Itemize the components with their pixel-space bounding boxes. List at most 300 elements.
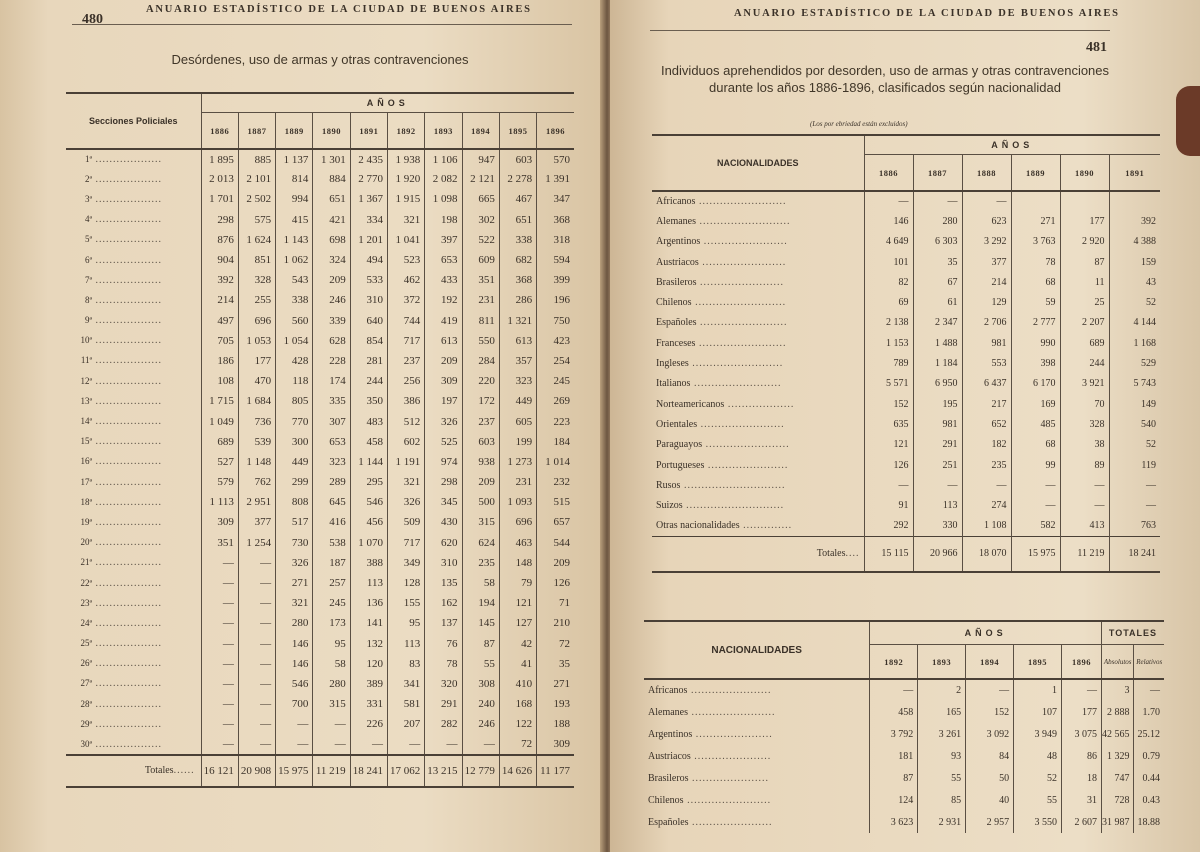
table-cell: 377: [238, 512, 275, 532]
table-cell: 594: [537, 250, 574, 270]
table-cell: 570: [537, 149, 574, 169]
nationality-label: [652, 272, 864, 292]
leader-dots: ...................: [92, 436, 162, 448]
table-cell: 717: [387, 533, 424, 553]
total-cell: 13 215: [425, 755, 462, 787]
section-label-text: 2ª: [85, 173, 92, 184]
table-cell: 5 571: [864, 374, 913, 394]
table-cell: 462: [387, 270, 424, 290]
table-cell: 1 915: [387, 189, 424, 209]
nationality-label-text: Italianos: [656, 378, 691, 390]
section-label-text: 21ª: [80, 557, 92, 568]
table-cell: 416: [313, 512, 350, 532]
table-cell: 136: [350, 593, 387, 613]
table-row: [652, 232, 1160, 252]
table-cell: 458: [870, 701, 918, 723]
table-row: [66, 250, 574, 270]
table-cell: 177: [1062, 701, 1102, 723]
table-cell: 689: [1060, 333, 1109, 353]
table-cell: 159: [1109, 252, 1160, 272]
table-row: [652, 455, 1160, 475]
right-table-2-year-header: 1894: [966, 645, 1014, 679]
table-cell: 884: [313, 169, 350, 189]
nationality-label-text: Suizos: [656, 500, 683, 512]
table-cell: 2 013: [201, 169, 238, 189]
table-cell: 271: [537, 674, 574, 694]
nationality-label-text: Argentinos: [648, 728, 693, 740]
table-cell: 52: [1109, 292, 1160, 312]
table-cell: 1 143: [276, 230, 313, 250]
table-cell: 127: [499, 613, 536, 633]
table-cell: 603: [499, 149, 536, 169]
table-cell: 292: [864, 516, 913, 536]
table-row: [644, 723, 1164, 745]
table-cell: 1 184: [913, 353, 962, 373]
absolute-cell: 42 565: [1101, 723, 1134, 745]
absolute-cell: 2 888: [1101, 701, 1134, 723]
nationality-label-text: Brasileros: [656, 276, 697, 288]
table-cell: 35: [537, 654, 574, 674]
table-cell: 456: [350, 512, 387, 532]
table-row: [644, 767, 1164, 789]
right-running-head: ANUARIO ESTADÍSTICO DE LA CIUDAD DE BUENOS AIRES: [734, 8, 1120, 19]
table-cell: 463: [499, 533, 536, 553]
table-cell: 603: [462, 432, 499, 452]
total-cell: 17 062: [387, 755, 424, 787]
section-label: [66, 391, 201, 411]
table-cell: 146: [276, 654, 313, 674]
table-cell: 6 950: [913, 374, 962, 394]
table-cell: 522: [462, 230, 499, 250]
absolute-header: Absolutos: [1101, 645, 1134, 679]
table-cell: 689: [201, 432, 238, 452]
leader-dots: ...................: [724, 398, 795, 410]
table-cell: 42: [499, 634, 536, 654]
table-cell: 113: [350, 573, 387, 593]
table-cell: 981: [962, 333, 1011, 353]
nationality-label: [652, 313, 864, 333]
table-cell: 349: [387, 553, 424, 573]
section-label-text: 18ª: [80, 496, 92, 507]
table-cell: 35: [913, 252, 962, 272]
table-cell: 3 949: [1014, 723, 1062, 745]
section-label-text: 8ª: [85, 294, 92, 305]
section-label-text: 22ª: [80, 577, 92, 588]
total-cell: 18 241: [350, 755, 387, 787]
leader-dots: .........................: [690, 378, 782, 390]
right-table-1-year-header: 1889: [1011, 155, 1060, 191]
table-cell: 335: [313, 391, 350, 411]
right-table-2-year-header: 1896: [1062, 645, 1102, 679]
table-cell: —: [962, 475, 1011, 495]
table-cell: 113: [387, 634, 424, 654]
right-table-2-row-header: NACIONALIDADES: [644, 621, 870, 679]
table-cell: 121: [499, 593, 536, 613]
right-table-2-year-header: 1893: [918, 645, 966, 679]
table-cell: 196: [537, 290, 574, 310]
section-label: [66, 593, 201, 613]
table-cell: 318: [537, 230, 574, 250]
nationality-label: [652, 333, 864, 353]
table-row: [66, 634, 574, 654]
table-cell: 232: [537, 472, 574, 492]
table-cell: 95: [387, 613, 424, 633]
table-cell: 11: [1060, 272, 1109, 292]
table-cell: 3 092: [966, 723, 1014, 745]
table-row: [66, 432, 574, 452]
table-cell: 61: [913, 292, 962, 312]
table-cell: —: [387, 734, 424, 754]
left-year-header: 1893: [425, 113, 462, 149]
table-cell: 698: [313, 230, 350, 250]
table-cell: —: [238, 634, 275, 654]
table-cell: 876: [201, 230, 238, 250]
table-cell: 3 075: [1062, 723, 1102, 745]
right-table-2: [644, 620, 1164, 833]
table-cell: 467: [499, 189, 536, 209]
table-cell: 52: [1109, 435, 1160, 455]
table-cell: 274: [962, 495, 1011, 515]
section-label-text: 3ª: [85, 193, 92, 204]
table-cell: 696: [499, 512, 536, 532]
table-cell: 523: [387, 250, 424, 270]
table-row: [652, 435, 1160, 455]
table-cell: 119: [1109, 455, 1160, 475]
table-cell: —: [1060, 495, 1109, 515]
table-cell: 512: [387, 411, 424, 431]
section-label: [66, 492, 201, 512]
table-cell: 280: [313, 674, 350, 694]
table-cell: —: [1060, 475, 1109, 495]
table-cell: 1 301: [313, 149, 350, 169]
section-label: [66, 674, 201, 694]
table-cell: —: [276, 734, 313, 754]
section-label-text: 30ª: [80, 738, 92, 749]
table-cell: 533: [350, 270, 387, 290]
absolute-cell: 1 329: [1101, 745, 1134, 767]
nationality-label: [652, 414, 864, 434]
table-cell: 415: [276, 210, 313, 230]
table-cell: 413: [1060, 516, 1109, 536]
table-cell: 323: [313, 452, 350, 472]
table-cell: 2 957: [966, 811, 1014, 833]
table-cell: 315: [313, 694, 350, 714]
section-label: [66, 432, 201, 452]
leader-dots: .......................: [687, 685, 772, 696]
table-cell: 334: [350, 210, 387, 230]
table-cell: 320: [425, 674, 462, 694]
table-cell: —: [350, 734, 387, 754]
table-row: [652, 252, 1160, 272]
section-label-text: 26ª: [80, 658, 92, 669]
table-cell: 705: [201, 331, 238, 351]
table-cell: 83: [387, 654, 424, 674]
table-cell: 331: [350, 694, 387, 714]
table-cell: 323: [499, 371, 536, 391]
nationality-label: [644, 767, 870, 789]
table-cell: 4 144: [1109, 313, 1160, 333]
absolute-cell: 3: [1101, 679, 1134, 701]
table-row: [644, 789, 1164, 811]
table-cell: —: [313, 734, 350, 754]
table-cell: —: [1011, 475, 1060, 495]
leader-dots: .........................: [695, 196, 787, 208]
table-cell: 291: [425, 694, 462, 714]
section-label-text: 27ª: [80, 678, 92, 689]
table-row: [66, 331, 574, 351]
table-cell: 198: [425, 210, 462, 230]
table-cell: 245: [313, 593, 350, 613]
table-cell: 244: [1060, 353, 1109, 373]
table-cell: 231: [499, 472, 536, 492]
table-cell: 172: [462, 391, 499, 411]
leader-dots: ...................: [92, 395, 162, 407]
leader-dots: ...................: [92, 537, 162, 549]
section-label-text: 12ª: [80, 375, 92, 386]
table-cell: 76: [425, 634, 462, 654]
table-cell: 410: [499, 674, 536, 694]
leader-dots: ...................: [92, 597, 162, 609]
table-row: [652, 211, 1160, 231]
leader-dots: ...................: [92, 315, 162, 327]
section-label-text: 11ª: [80, 355, 92, 366]
nationality-label: [652, 495, 864, 515]
table-cell: 4 649: [864, 232, 913, 252]
table-cell: 162: [425, 593, 462, 613]
table-cell: 308: [462, 674, 499, 694]
table-cell: 226: [350, 714, 387, 734]
table-cell: 121: [864, 435, 913, 455]
leader-dots: ........................: [688, 706, 776, 718]
table-cell: 494: [350, 250, 387, 270]
table-cell: 665: [462, 189, 499, 209]
table-cell: 2 121: [462, 169, 499, 189]
table-cell: 310: [425, 553, 462, 573]
total-cell: 11 219: [313, 755, 350, 787]
table-cell: 135: [425, 573, 462, 593]
left-year-header: 1890: [313, 113, 350, 149]
table-cell: 187: [313, 553, 350, 573]
relative-cell: 1.70: [1134, 701, 1164, 723]
leader-dots: ........................: [700, 236, 788, 248]
table-row: [66, 149, 574, 169]
left-table: [66, 92, 574, 788]
table-cell: [1011, 191, 1060, 211]
table-cell: 389: [350, 674, 387, 694]
table-cell: 48: [1014, 745, 1062, 767]
table-cell: 291: [913, 435, 962, 455]
section-label: [66, 533, 201, 553]
table-cell: —: [238, 573, 275, 593]
table-cell: —: [201, 573, 238, 593]
table-cell: 581: [387, 694, 424, 714]
table-cell: 553: [962, 353, 1011, 373]
table-cell: 55: [918, 767, 966, 789]
table-cell: 347: [537, 189, 574, 209]
table-cell: 377: [962, 252, 1011, 272]
table-cell: 43: [1109, 272, 1160, 292]
table-cell: 2 347: [913, 313, 962, 333]
table-cell: 55: [1014, 789, 1062, 811]
nationality-label-text: Otras nacionalidades: [656, 520, 740, 532]
nationality-label-text: Africanos: [656, 196, 696, 208]
nationality-label: [652, 475, 864, 495]
leader-dots: ...................: [92, 254, 162, 266]
table-row: [66, 290, 574, 310]
table-cell: 269: [537, 391, 574, 411]
table-cell: —: [201, 553, 238, 573]
table-cell: 3 792: [870, 723, 918, 745]
table-cell: 310: [350, 290, 387, 310]
right-table-1-years-group-header: AÑOS: [864, 135, 1160, 155]
table-cell: 237: [387, 351, 424, 371]
table-cell: 338: [499, 230, 536, 250]
table-cell: 271: [276, 573, 313, 593]
table-cell: 152: [966, 701, 1014, 723]
table-cell: 527: [201, 452, 238, 472]
table-cell: —: [313, 714, 350, 734]
table-cell: 974: [425, 452, 462, 472]
leader-dots: ........................: [683, 794, 772, 806]
table-cell: 280: [913, 211, 962, 231]
table-cell: 174: [313, 371, 350, 391]
table-cell: 628: [313, 331, 350, 351]
table-cell: 129: [962, 292, 1011, 312]
table-cell: 328: [1060, 414, 1109, 434]
table-row: [66, 734, 574, 754]
nationality-label-text: Ingleses: [656, 358, 689, 370]
section-label-text: 15ª: [80, 436, 92, 447]
table-cell: 165: [918, 701, 966, 723]
table-cell: 981: [913, 414, 962, 434]
table-cell: 326: [276, 553, 313, 573]
nationality-label: [652, 394, 864, 414]
table-cell: 93: [918, 745, 966, 767]
relative-cell: 0.43: [1134, 789, 1164, 811]
table-cell: 398: [1011, 353, 1060, 373]
table-cell: 1 367: [350, 189, 387, 209]
table-cell: —: [1062, 679, 1102, 701]
table-cell: 538: [313, 533, 350, 553]
table-cell: 148: [499, 553, 536, 573]
table-cell: 1 273: [499, 452, 536, 472]
table-row: [66, 512, 574, 532]
table-cell: 2 931: [918, 811, 966, 833]
nationality-label-text: Africanos: [648, 685, 688, 696]
table-cell: 25: [1060, 292, 1109, 312]
right-table-1-year-header: 1891: [1109, 155, 1160, 191]
section-label-text: 20ª: [80, 537, 92, 548]
leader-dots: ...................: [92, 294, 162, 306]
table-cell: 428: [276, 351, 313, 371]
table-cell: 321: [387, 210, 424, 230]
nationality-label: [644, 679, 870, 701]
left-year-header: 1896: [537, 113, 574, 149]
table-cell: 515: [537, 492, 574, 512]
table-row: [652, 414, 1160, 434]
table-cell: 1 137: [276, 149, 313, 169]
leader-dots: ...................: [92, 476, 162, 488]
relative-cell: 0.44: [1134, 767, 1164, 789]
right-title-line-1: Individuos aprehendidos por desorden, uso de armas y otras contravenciones: [660, 63, 1110, 78]
table-cell: 91: [864, 495, 913, 515]
table-cell: 58: [462, 573, 499, 593]
table-cell: 87: [1060, 252, 1109, 272]
table-cell: 41: [499, 654, 536, 674]
table-cell: 223: [537, 411, 574, 431]
leader-dots: ...................: [92, 617, 162, 629]
table-cell: 1 014: [537, 452, 574, 472]
table-cell: 1 054: [276, 331, 313, 351]
table-cell: 851: [238, 250, 275, 270]
right-table-1-year-header: 1888: [962, 155, 1011, 191]
table-cell: 67: [913, 272, 962, 292]
table-cell: 328: [238, 270, 275, 290]
table-cell: 811: [462, 311, 499, 331]
table-cell: 177: [1060, 211, 1109, 231]
table-cell: 653: [313, 432, 350, 452]
table-cell: 1 254: [238, 533, 275, 553]
table-cell: 85: [918, 789, 966, 811]
table-row: [652, 333, 1160, 353]
table-cell: 762: [238, 472, 275, 492]
table-cell: —: [870, 679, 918, 701]
table-cell: 298: [201, 210, 238, 230]
table-cell: 50: [966, 767, 1014, 789]
left-years-group-header: AÑOS: [201, 93, 574, 113]
table-cell: 192: [425, 290, 462, 310]
table-cell: 1: [1014, 679, 1062, 701]
table-cell: 326: [425, 411, 462, 431]
table-cell: 101: [864, 252, 913, 272]
right-table-2-year-header: 1895: [1014, 645, 1062, 679]
table-cell: 188: [537, 714, 574, 734]
table-row: [644, 811, 1164, 833]
nationality-label-text: Norteamericanos: [656, 398, 725, 410]
table-cell: 86: [1062, 745, 1102, 767]
table-cell: —: [201, 654, 238, 674]
left-running-head: ANUARIO ESTADÍSTICO DE LA CIUDAD DE BUENOS AIRES: [146, 4, 532, 15]
table-cell: 209: [537, 553, 574, 573]
table-cell: —: [201, 694, 238, 714]
table-cell: 40: [966, 789, 1014, 811]
table-cell: 246: [313, 290, 350, 310]
table-cell: 529: [1109, 353, 1160, 373]
table-cell: 182: [962, 435, 1011, 455]
table-cell: 1 049: [201, 411, 238, 431]
nationality-label-text: Alemanes: [656, 215, 696, 227]
table-cell: 286: [499, 290, 536, 310]
table-row: [66, 452, 574, 472]
left-year-header: 1894: [462, 113, 499, 149]
table-cell: 372: [387, 290, 424, 310]
table-cell: 579: [201, 472, 238, 492]
table-cell: 1 920: [387, 169, 424, 189]
relative-cell: —: [1134, 679, 1164, 701]
table-row: [66, 553, 574, 573]
table-cell: 235: [462, 553, 499, 573]
table-row: [652, 374, 1160, 394]
nationality-label: [652, 211, 864, 231]
table-cell: 351: [462, 270, 499, 290]
leader-dots: ............................: [682, 500, 785, 512]
table-cell: 2 502: [238, 189, 275, 209]
nationality-label: [652, 252, 864, 272]
section-label: [66, 553, 201, 573]
nationality-label-text: Alemanes: [648, 706, 688, 718]
section-label: [66, 694, 201, 714]
table-cell: 6 303: [913, 232, 962, 252]
